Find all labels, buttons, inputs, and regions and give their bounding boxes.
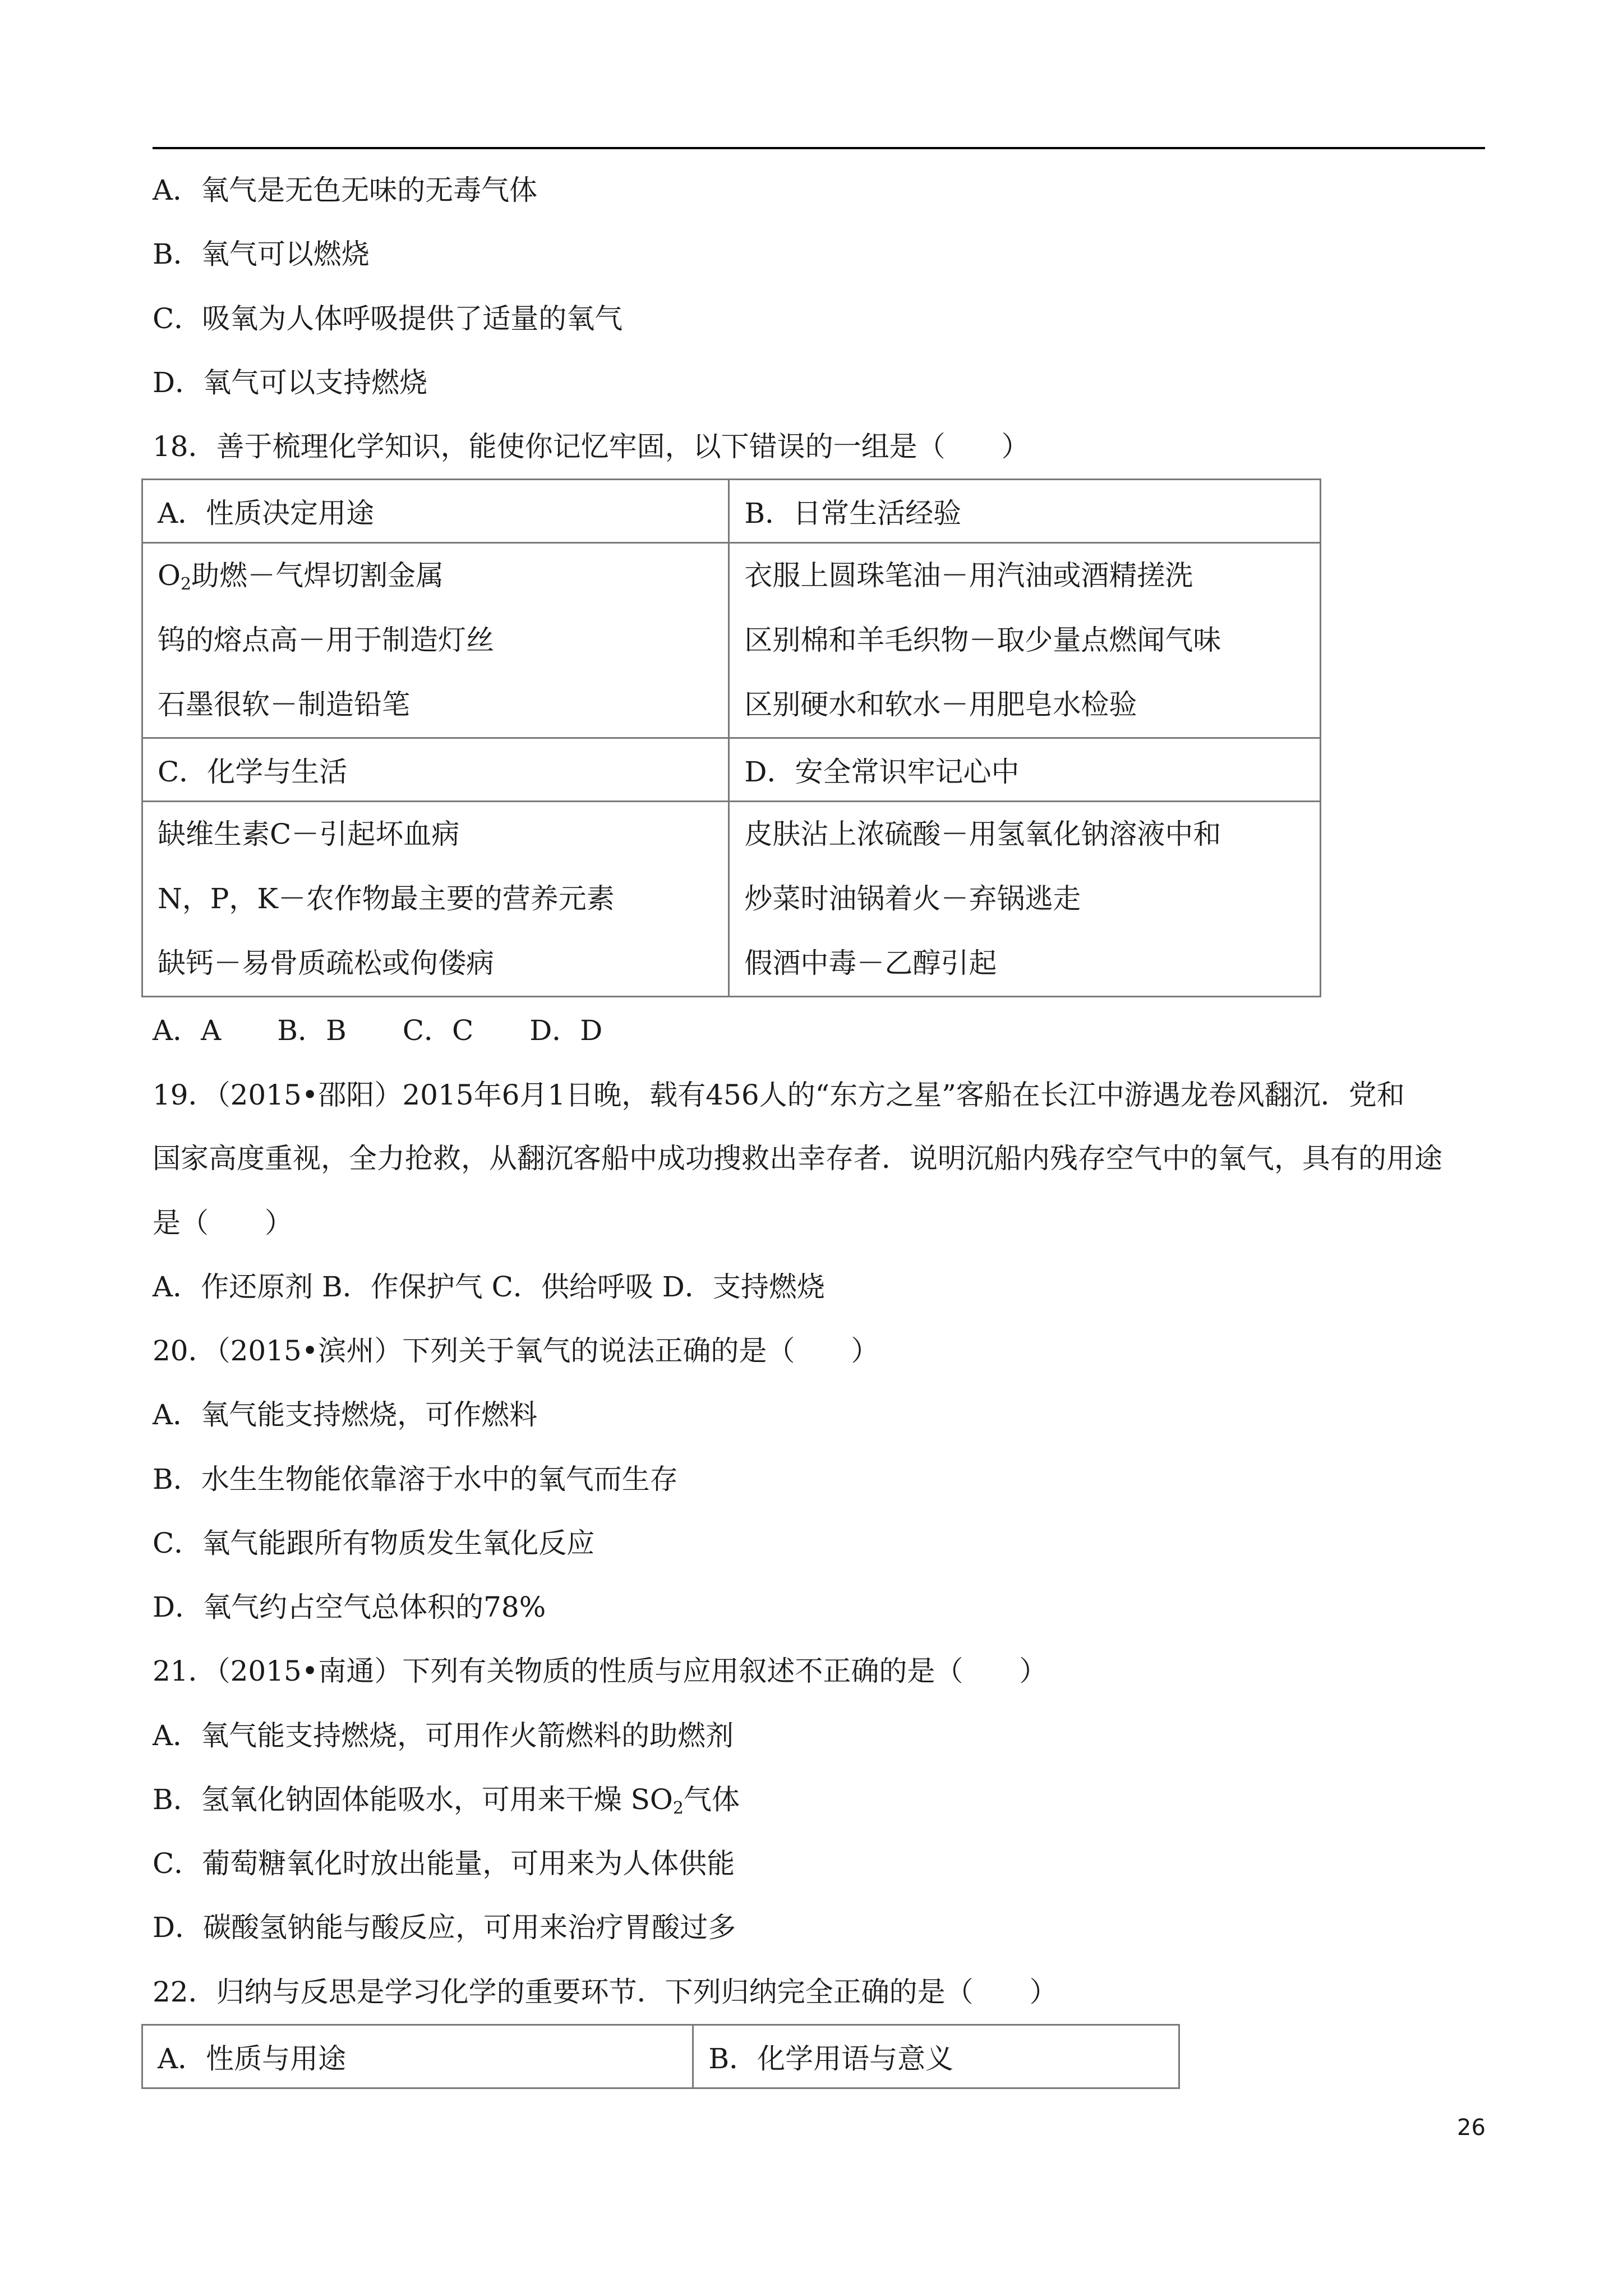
q21-option-b: B．氢氧化钠固体能吸水，可用来干燥 $SO_2$气体 [153,1783,740,1818]
q18-a-line-3: 石墨很软－制造铅笔 [158,688,410,721]
q17-option-c: C．吸氧为人体呼吸提供了适量的氧气 [153,302,623,335]
q18-stem: 18．善于梳理化学知识，能使你记忆牢固，以下错误的一组是（ ） [153,430,1030,463]
q19-stem-line-1: 19．（2015•邵阳）2015年6月1日晚，载有456人的“东方之星”客船在长江中游遇龙卷风翻沉．党和 [153,1079,1405,1111]
q20-option-a: A．氧气能支持燃烧，可作燃料 [153,1398,538,1431]
q21-option-d: D．碳酸氢钠能与酸反应，可用来治疗胃酸过多 [153,1911,736,1944]
q22-cell-a-header: A．性质与用途 [142,2025,693,2088]
q21-option-a: A．氧气能支持燃烧，可用作火箭燃料的助燃剂 [153,1719,734,1752]
q18-d-line-3: 假酒中毒－乙醇引起 [744,947,997,979]
q18-b-line-3: 区别硬水和软水－用肥皂水检验 [744,688,1137,721]
q22-cell-b-header: B．化学用语与意义 [693,2025,1179,2088]
q22-stem: 22．归纳与反思是学习化学的重要环节．下列归纳完全正确的是（ ） [153,1976,1058,2008]
q18-cell-c-body [142,802,729,997]
q18-c-line-2: N，P，K－农作物最主要的营养元素 [158,882,615,915]
q18-cell-b-header: B．日常生活经验 [729,480,1321,543]
q18-answers: A．A B．B C．C D．D [153,1014,603,1047]
q18-a-line-1: $O_2$助燃－气焊切割金属 [158,559,444,594]
q17-option-a: A．氧气是无色无味的无毒气体 [153,174,538,206]
q17-option-b: B．氧气可以燃烧 [153,238,370,270]
q20-option-d: D．氧气约占空气总体积的78% [153,1591,546,1623]
q18-c-line-1: 缺维生素C－引起坏血病 [158,818,460,850]
page-number: 26 [1457,2115,1486,2141]
q18-b-line-2: 区别棉和羊毛织物－取少量点燃闻气味 [744,624,1221,656]
q18-cell-a-body [142,543,729,738]
q18-cell-d-header: D．安全常识牢记心中 [729,738,1321,802]
q20-stem: 20．（2015•滨州）下列关于氧气的说法正确的是（ ） [153,1335,879,1367]
q21-option-c: C．葡萄糖氧化时放出能量，可用来为人体供能 [153,1847,735,1880]
q18-c-line-3: 缺钙－易骨质疏松或佝偻病 [158,947,494,979]
q21-stem: 21．（2015•南通）下列有关物质的性质与应用叙述不正确的是（ ） [153,1655,1048,1687]
q18-cell-c-header: C．化学与生活 [142,738,729,802]
q18-d-line-2: 炒菜时油锅着火－弃锅逃走 [744,882,1081,915]
q20-option-c: C．氧气能跟所有物质发生氧化反应 [153,1527,595,1559]
q18-table [141,478,1321,997]
q19-stem-line-3: 是（ ） [153,1207,293,1239]
q17-option-d: D．氧气可以支持燃烧 [153,366,428,399]
q22-table [141,2024,1180,2089]
q18-cell-a-header: A．性质决定用途 [142,480,729,543]
q20-option-b: B．水生生物能依靠溶于水中的氧气而生存 [153,1463,678,1496]
q19-stem-line-2: 国家高度重视，全力抢救，从翻沉客船中成功搜救出幸存者．说明沉船内残存空气中的氧气，具有的用途 [153,1142,1442,1175]
header-rule [153,147,1485,149]
q18-cell-b-body [729,543,1321,738]
q18-d-line-1: 皮肤沾上浓硫酸－用氢氧化钠溶液中和 [744,818,1221,850]
q18-a-line-2: 钨的熔点高－用于制造灯丝 [158,624,494,656]
q19-options: A．作还原剂 B．作保护气 C．供给呼吸 D．支持燃烧 [153,1271,825,1303]
q18-cell-d-body [729,802,1321,997]
q18-b-line-1: 衣服上圆珠笔油－用汽油或酒精搓洗 [744,559,1193,592]
